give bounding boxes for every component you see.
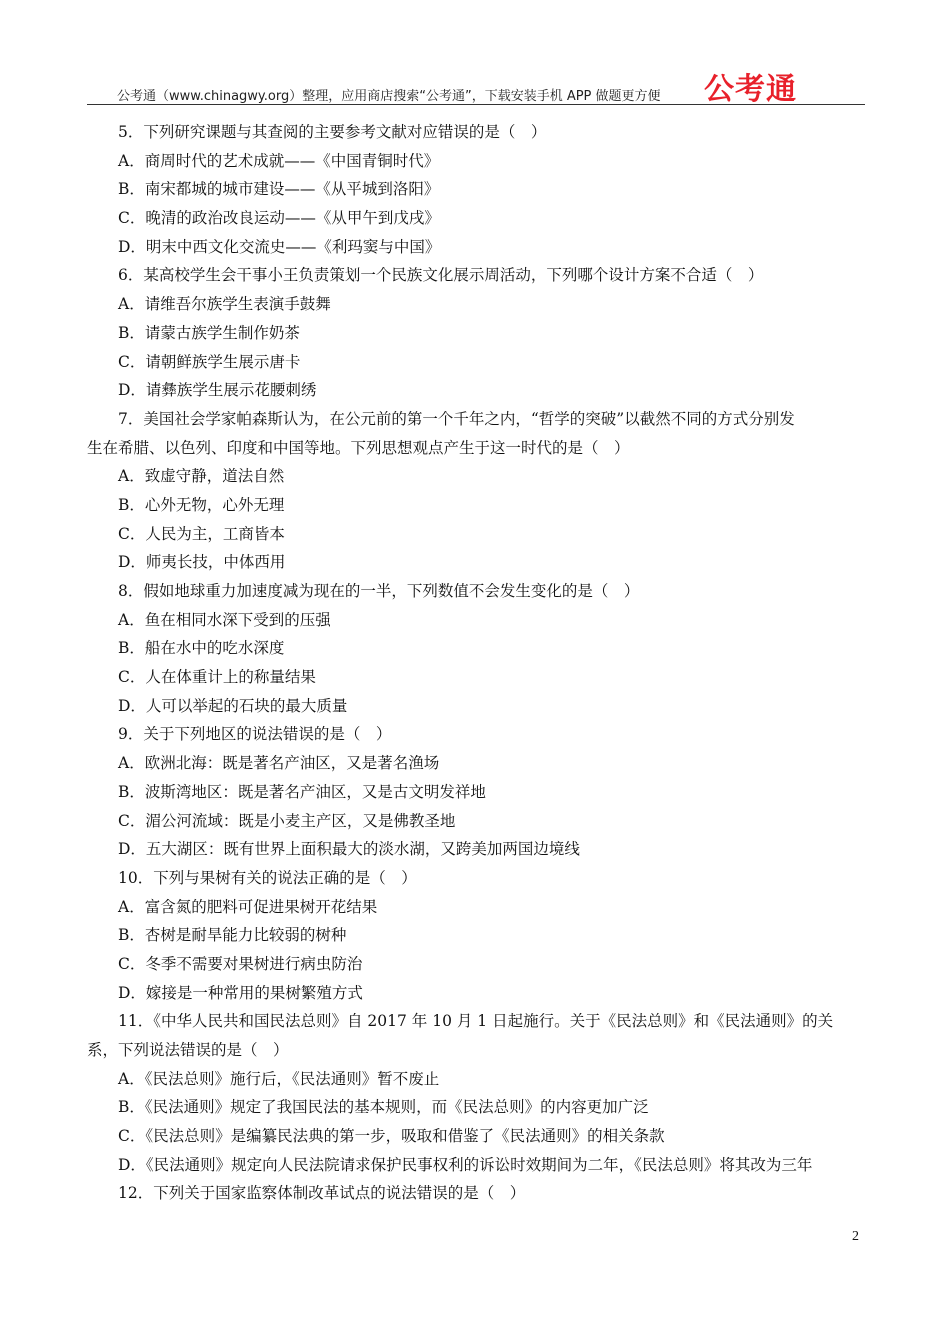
answer-option: D．五大湖区：既有世界上面积最大的淡水湖，又跨美加两国边境线: [118, 840, 580, 859]
answer-option: D．请彝族学生展示花腰刺绣: [118, 381, 317, 400]
page-number: 2: [852, 1229, 859, 1244]
answer-option: B．心外无物，心外无理: [118, 495, 285, 514]
answer-option: C．冬季不需要对果树进行病虫防治: [118, 954, 363, 973]
answer-option: C．人在体重计上的称量结果: [118, 668, 316, 687]
question-stem: 10．下列与果树有关的说法正确的是（ ）: [118, 868, 417, 887]
answer-option: B．船在水中的吃水深度: [118, 639, 285, 658]
answer-option: A．请维吾尔族学生表演手鼓舞: [118, 295, 331, 314]
answer-option: D．嫁接是一种常用的果树繁殖方式: [118, 983, 363, 1002]
answer-option: C．湄公河流域：既是小麦主产区，又是佛教圣地: [118, 811, 456, 830]
answer-option: A．欧洲北海：既是著名产油区，又是著名渔场: [118, 754, 440, 773]
brand-logo: 公考通: [704, 72, 797, 107]
header-text: 公考通（www.chinagwy.org）整理，应用商店搜索“公考通”，下载安装手机 APP 做题更方便: [117, 89, 661, 104]
question-content: [87, 118, 865, 1208]
question-stem: 9．关于下列地区的说法错误的是（ ）: [118, 725, 392, 744]
answer-option: D．人可以举起的石块的最大质量: [118, 696, 348, 715]
answer-option: A．商周时代的艺术成就——《中国青铜时代》: [118, 151, 440, 170]
header-divider: [87, 104, 865, 105]
answer-option: C．《民法总则》是编纂民法典的第一步，吸取和借鉴了《民法通则》的相关条款: [118, 1127, 665, 1146]
question-stem: 8．假如地球重力加速度减为现在的一半，下列数值不会发生变化的是（ ）: [118, 582, 640, 600]
answer-option: A．鱼在相同水深下受到的压强: [118, 610, 331, 629]
answer-option: B．请蒙古族学生制作奶茶: [118, 323, 300, 342]
question-stem: 12．下列关于国家监察体制改革试点的说法错误的是（ ）: [118, 1184, 526, 1203]
question-stem: 5．下列研究课题与其查阅的主要参考文献对应错误的是（ ）: [118, 123, 547, 141]
question-stem-continued: 系，下列说法错误的是（ ）: [87, 1041, 289, 1059]
answer-option: A．致虚守静，道法自然: [118, 467, 285, 486]
question-stem: 11．《中华人民共和国民法总则》自 2017 年 10 月 1 日起施行。关于《民法总则》和《民法通则》的关: [118, 1012, 834, 1031]
answer-option: B．《民法通则》规定了我国民法的基本规则，而《民法总则》的内容更加广泛: [118, 1098, 649, 1117]
answer-option: C．请朝鲜族学生展示唐卡: [118, 352, 301, 371]
answer-option: D．《民法通则》规定向人民法院请求保护民事权利的诉讼时效期间为二年，《民法总则》将其改为三年: [118, 1155, 813, 1174]
answer-option: D．明末中西文化交流史——《利玛窦与中国》: [118, 237, 441, 256]
question-stem: 6．某高校学生会干事小王负责策划一个民族文化展示周活动，下列哪个设计方案不合适（ ）: [118, 266, 764, 285]
answer-option: C．人民为主，工商皆本: [118, 524, 285, 543]
question-stem-continued: 生在希腊、以色列、印度和中国等地。下列思想观点产生于这一时代的是（ ）: [87, 438, 630, 457]
answer-option: B．南宋都城的城市建设——《从平城到洛阳》: [118, 180, 440, 199]
answer-option: B．杏树是耐旱能力比较弱的树种: [118, 926, 347, 945]
answer-option: A．富含氮的肥料可促进果树开花结果: [118, 897, 378, 916]
answer-option: B．波斯湾地区：既是著名产油区，又是古文明发祥地: [118, 782, 486, 801]
answer-option: C．晚清的政治改良运动——《从甲午到戊戌》: [118, 209, 440, 228]
question-stem: 7．美国社会学家帕森斯认为，在公元前的第一个千年之内，“哲学的突破”以截然不同的方式分别发: [118, 409, 795, 428]
answer-option: D．师夷长技，中体西用: [118, 553, 286, 572]
answer-option: A．《民法总则》施行后，《民法通则》暂不废止: [118, 1069, 440, 1088]
